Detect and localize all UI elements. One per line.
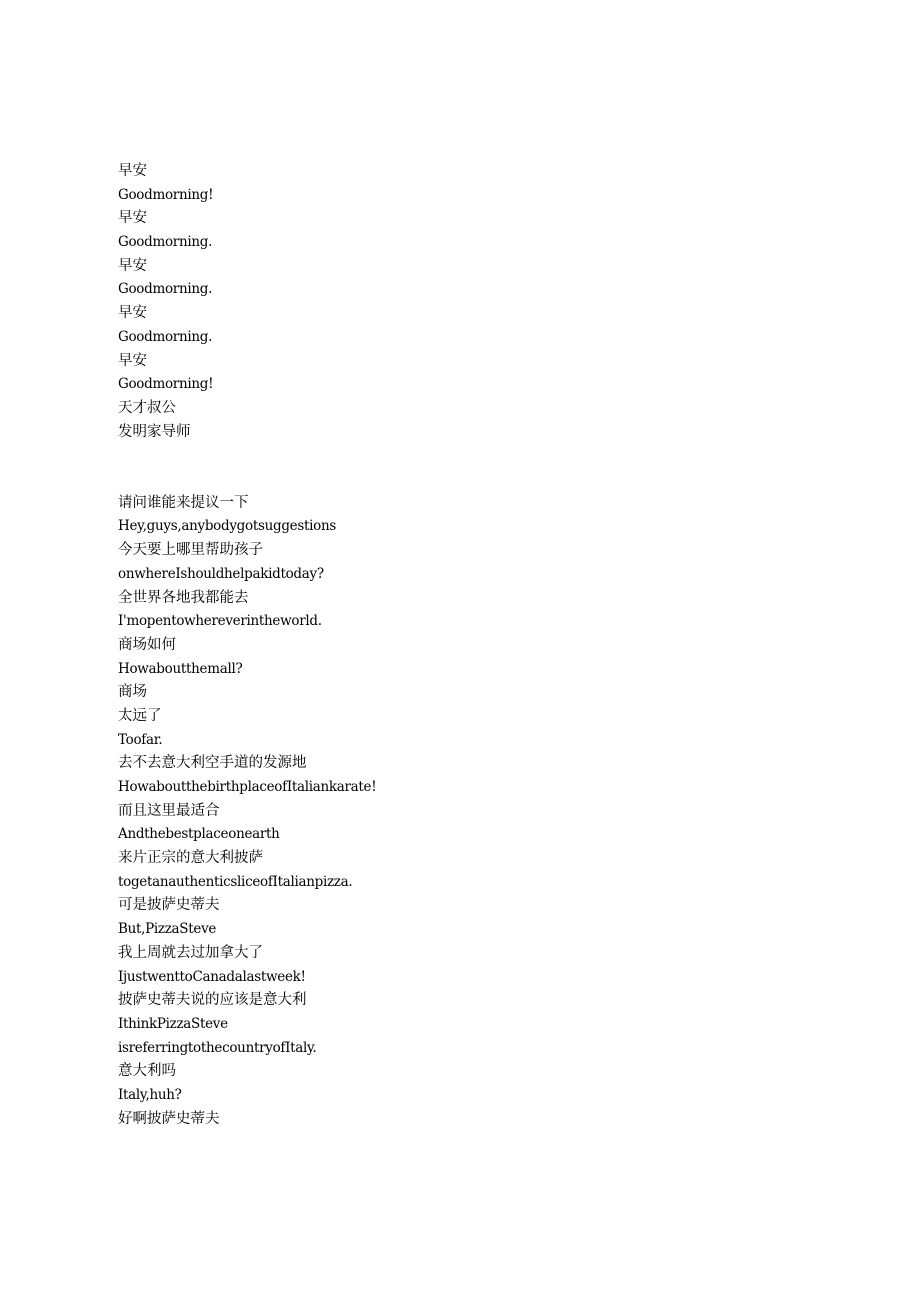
- transcript-line: 披萨史蒂夫说的应该是意大利: [118, 992, 307, 1009]
- section-spacer: [118, 444, 818, 492]
- transcript-line: 可是披萨史蒂夫: [118, 897, 220, 914]
- document-page: [118, 160, 818, 1131]
- transcript-line: 今天要上哪里帮助孩子: [118, 542, 263, 559]
- transcript-line: Goodmorning.: [118, 328, 213, 345]
- transcript-line: 来片正宗的意大利披萨: [118, 850, 263, 867]
- transcript-line: Goodmorning.: [118, 281, 213, 298]
- transcript-line: 商场如何: [118, 636, 176, 653]
- transcript-line: IthinkPizzaSteve: [118, 1015, 228, 1032]
- transcript-section-2: [118, 492, 818, 1132]
- transcript-line: 天才叔公: [118, 399, 176, 416]
- transcript-line: onwhereIshouldhelpakidtoday?: [118, 565, 324, 582]
- transcript-line: 早安: [118, 352, 147, 369]
- transcript-line: IjustwenttoCanadalastweek!: [118, 968, 306, 985]
- transcript-line: 请问谁能来提议一下: [118, 494, 249, 511]
- transcript-line: 早安: [118, 163, 147, 179]
- transcript-line: But,PizzaSteve: [118, 921, 217, 938]
- transcript-line: Toofar.: [118, 731, 163, 748]
- transcript-line: 去不去意大利空手道的发源地: [118, 755, 307, 772]
- transcript-line: Goodmorning.: [118, 234, 213, 251]
- transcript-line: Hey,guys,anybodygotsuggestions: [118, 518, 336, 535]
- transcript-line: 我上周就去过加拿大了: [118, 944, 263, 961]
- transcript-line: Howaboutthemall?: [118, 660, 243, 677]
- transcript-line: 全世界各地我都能去: [118, 589, 249, 606]
- transcript-line: 早安: [118, 305, 147, 322]
- transcript-line: I'mopentowhereverintheworld.: [118, 613, 322, 630]
- transcript-line: Andthebestplaceonearth: [118, 826, 280, 843]
- transcript-line: 发明家导师: [118, 423, 191, 440]
- transcript-line: togetanauthenticsliceofItalianpizza.: [118, 873, 353, 890]
- transcript-line: 而且这里最适合: [118, 802, 220, 819]
- transcript-line: Goodmorning!: [118, 186, 214, 203]
- transcript-line: HowaboutthebirthplaceofItaliankarate!: [118, 779, 377, 795]
- transcript-line: 早安: [118, 257, 147, 274]
- transcript-line: 早安: [118, 210, 147, 227]
- transcript-line: 太远了: [118, 707, 162, 724]
- transcript-line: 意大利吗: [118, 1063, 176, 1080]
- transcript-line: Goodmorning!: [118, 376, 214, 393]
- transcript-section-1: [118, 160, 818, 444]
- transcript-line: 商场: [118, 684, 147, 701]
- transcript-line: isreferringtothecountryofItaly.: [118, 1039, 317, 1056]
- transcript-line: 好啊披萨史蒂夫: [118, 1110, 220, 1127]
- transcript-line: Italy,huh?: [118, 1086, 182, 1103]
